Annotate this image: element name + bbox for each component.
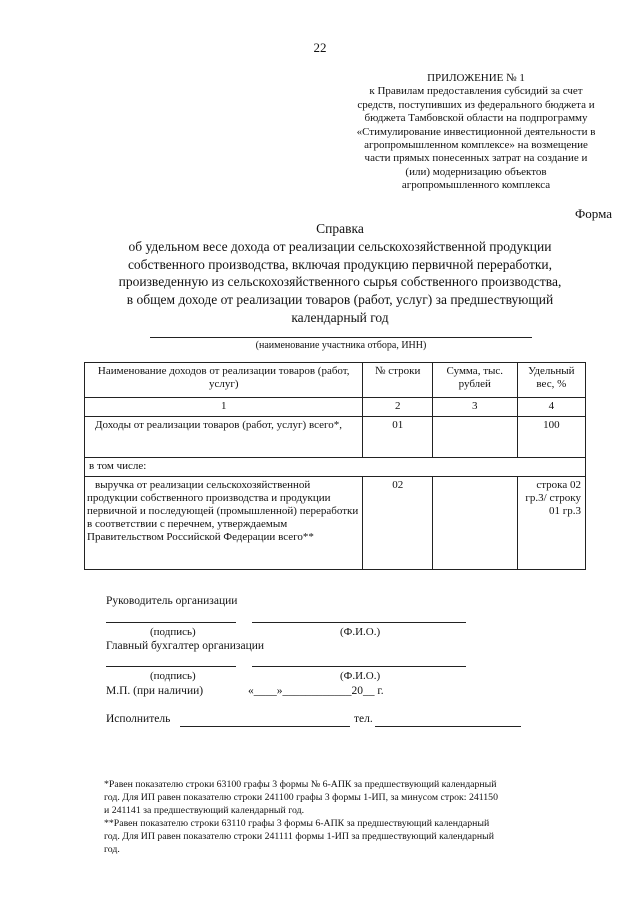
head-fio-caption: (Ф.И.О.): [340, 626, 381, 638]
row1-name: Доходы от реализации товаров (работ, услуг) всего*,: [85, 417, 363, 458]
table-row: [85, 417, 586, 458]
accountant-signature-caption: (подпись): [150, 670, 196, 682]
col-number: 3: [432, 398, 517, 417]
head-signature-caption: (подпись): [150, 626, 196, 638]
appendix-line: ПРИЛОЖЕНИЕ № 1: [427, 72, 525, 84]
accountant-signature-line[interactable]: [106, 666, 236, 667]
appendix-line: бюджета Тамбовской области на подпрограмму: [364, 112, 588, 125]
table-row: [85, 477, 586, 570]
head-signature-line[interactable]: [106, 622, 236, 623]
phone-line[interactable]: [375, 726, 521, 727]
footnote-line: *Равен показателю строки 63100 графы 3 формы № 6-АПК за предшествующий календарный: [104, 779, 497, 790]
col-number: 4: [517, 398, 585, 417]
title-line: Справка: [316, 221, 364, 236]
row3-name-rest: продукции собственного производства и продукции первичной и последующей (промышленной) переработки в соответствии с перечнем, утверждаемым Правительством Российской Федерации всего**: [87, 492, 359, 543]
appendix-line: агропромышленном комплексе» на возмещение: [364, 139, 588, 152]
form-label: Форма: [575, 206, 612, 221]
title-line: календарный год: [291, 309, 389, 325]
phone-label: тел.: [354, 713, 373, 725]
accountant-fio-caption: (Ф.И.О.): [340, 670, 381, 682]
row3-name-first: выручка от реализации сельскохозяйственной: [95, 479, 311, 491]
col-number: 1: [85, 398, 363, 417]
row1-number: 01: [363, 417, 432, 458]
page-number: 22: [313, 40, 327, 55]
row2-including: в том числе:: [85, 458, 586, 477]
title-line: об удельном весе дохода от реализации сельскохозяйственной продукции: [128, 238, 552, 254]
date-year: 20__ г.: [351, 685, 384, 697]
header-sum: Сумма, тыс. рублей: [432, 363, 517, 398]
title-line: в общем доходе от реализации товаров (работ, услуг) за предшествующий: [126, 292, 554, 308]
accountant-fio-line[interactable]: [252, 666, 466, 667]
row1-share: 100: [517, 417, 585, 458]
footnote-line: год.: [104, 844, 120, 855]
header-row-no: № строки: [363, 363, 432, 398]
appendix-line: к Правилам предоставления субсидий за счет: [369, 85, 583, 98]
footnote-line: год. Для ИП равен показателю строки 241111 формы 1-ИП за предшествующий календарный: [104, 831, 494, 842]
appendix-line: агропромышленного комплекса: [401, 179, 551, 192]
row3-sum-cell[interactable]: [432, 477, 517, 570]
row1-sum-cell[interactable]: [432, 417, 517, 458]
appendix-header: [330, 72, 622, 193]
appendix-line: средств, поступивших из федерального бюджета и: [357, 98, 595, 111]
appendix-line: «Стимулирование инвестиционной деятельности в: [356, 125, 596, 138]
executor-line[interactable]: [180, 726, 350, 727]
date-month: ____________: [282, 685, 352, 697]
participant-blank-line[interactable]: [150, 337, 532, 338]
participant-caption: (наименование участника отбора, ИНН): [255, 340, 427, 351]
header-share: Удельный вес, %: [517, 363, 585, 398]
date-day: «____»: [248, 685, 283, 697]
footnote-line: **Равен показателю строки 63110 графы 3 формы 6-АПК за предшествующий календарный: [104, 818, 490, 829]
col-number: 2: [363, 398, 432, 417]
header-name: Наименование доходов от реализации товаров (работ, услуг): [85, 363, 363, 398]
document-title: [60, 220, 620, 327]
table-row: [85, 458, 586, 477]
executor-label: Исполнитель: [106, 713, 171, 725]
date-field[interactable]: [248, 685, 384, 697]
appendix-line: (или) модернизацию объектов: [405, 165, 547, 178]
appendix-line: части прямых понесенных затрат на создание и: [364, 152, 588, 165]
head-fio-line[interactable]: [252, 622, 466, 623]
title-line: собственного производства, включая продукцию первичной переработки,: [127, 256, 553, 272]
row3-name: [85, 477, 363, 570]
footnote-line: год. Для ИП равен показателю строки 241100 графы 3 формы 1-ИП, за минусом строк: 241150: [104, 792, 498, 803]
footnotes: [104, 778, 609, 856]
column-numbers-row: [85, 398, 586, 417]
footnote-line: и 241141 за предшествующий календарный год.: [104, 805, 305, 816]
title-line: произведенную из сельскохозяйственного сырья собственного производства,: [118, 274, 562, 290]
row3-share: строка 02 гр.3/ строку 01 гр.3: [517, 477, 585, 570]
head-label: Руководитель организации: [106, 595, 238, 607]
income-table: [84, 362, 586, 570]
stamp-label: М.П. (при наличии): [106, 685, 204, 697]
accountant-label: Главный бухгалтер организации: [106, 640, 265, 652]
table-header-row: [85, 363, 586, 398]
row3-number: 02: [363, 477, 432, 570]
